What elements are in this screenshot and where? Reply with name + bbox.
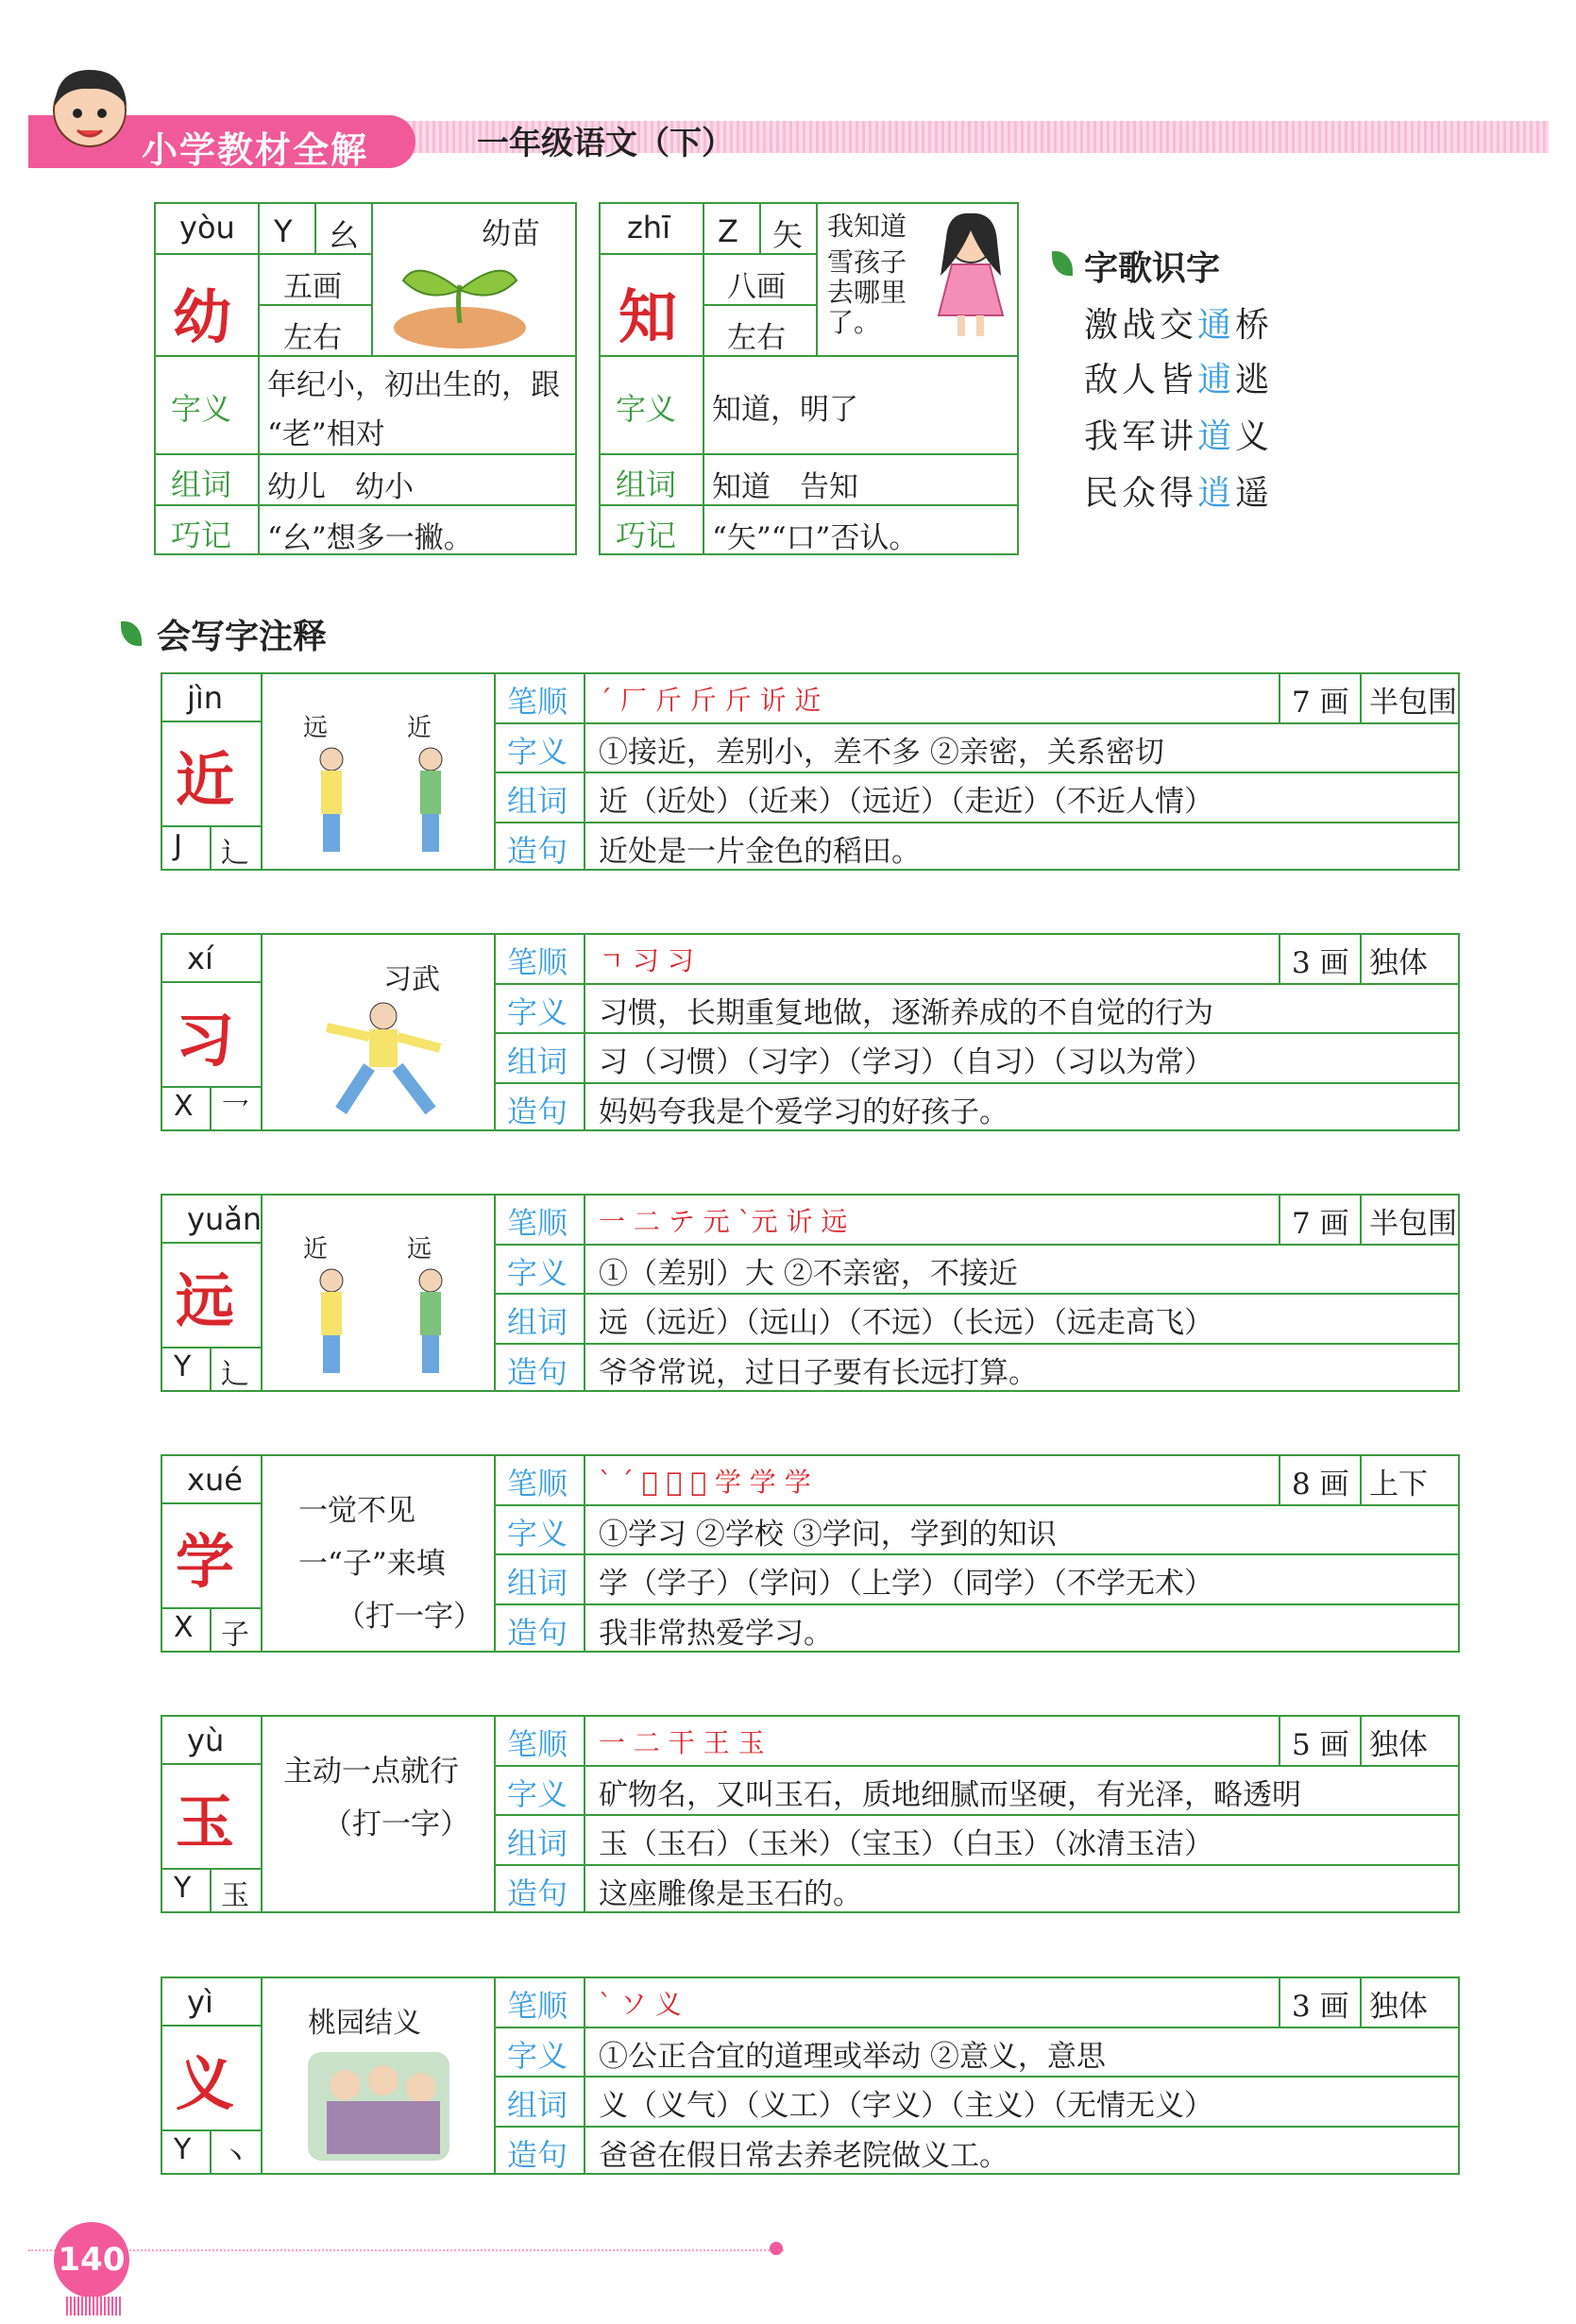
divider: [161, 1242, 261, 1244]
divider: [1279, 933, 1280, 983]
meaning: 习惯，长期重复地做，逐渐养成的不自觉的行为: [599, 995, 1213, 1030]
stroke-order: ˋ ˊ ﾞ ﾞ ﾞ 学 学 学: [599, 1467, 811, 1498]
divider: [1279, 1976, 1280, 2027]
words-label: 组词: [507, 1565, 568, 1601]
two-boys-icon: [289, 738, 478, 861]
index-letter: Y: [174, 2133, 192, 2166]
index-letter: J: [174, 829, 182, 862]
hanzi: 习: [176, 1006, 235, 1075]
words-label: 组词: [616, 466, 677, 502]
sentence: 妈妈夸我是个爱学习的好孩子。: [599, 1094, 1008, 1129]
picture-caption-4: 了。: [827, 307, 881, 338]
radical: 辶: [221, 837, 249, 870]
stroke-count: 五画: [283, 270, 342, 304]
radical: 玉: [221, 1879, 249, 1912]
structure: 半包围: [1369, 686, 1457, 720]
divider: [161, 2025, 261, 2027]
leaf-icon: [121, 621, 142, 646]
divider: [161, 825, 261, 827]
divider: [1360, 1194, 1362, 1244]
pinyin: yù: [187, 1722, 225, 1758]
footer-line: [28, 2249, 784, 2251]
radical: 辶: [221, 1358, 249, 1391]
sentence-label: 造句: [507, 832, 568, 869]
divider: [261, 1715, 263, 1913]
hanzi: 近: [176, 745, 235, 814]
divider: [1279, 1454, 1280, 1504]
divider: [494, 1765, 1460, 1767]
sentence: 爷爷常说，过日子要有长远打算。: [599, 1355, 1038, 1390]
divider: [210, 1607, 212, 1654]
sentence: 爸爸在假日常去养老院做义工。: [599, 2138, 1008, 2173]
divider: [494, 822, 1460, 823]
meaning: ①（差别）大 ②不亲密，不接近: [599, 1256, 1018, 1291]
song-title: 字歌识字: [1084, 249, 1221, 288]
divider: [494, 2076, 1460, 2078]
footer-barcode: [66, 2297, 121, 2316]
divider: [494, 2126, 1460, 2128]
structure: 上下: [1369, 1467, 1428, 1501]
divider: [494, 722, 1460, 724]
picture-caption-2: 近: [407, 714, 432, 742]
divider: [494, 1814, 1460, 1816]
boy-mascot-icon: [38, 59, 142, 162]
words: 幼儿 幼小: [267, 470, 414, 504]
stroke-order: 一 二 干 王 玉: [599, 1727, 765, 1758]
footer-dot: [770, 2242, 783, 2255]
divider: [494, 1553, 1460, 1555]
words-label: 组词: [507, 783, 568, 819]
radical: 幺: [329, 217, 360, 253]
divider: [161, 1347, 261, 1349]
kungfu-boy-icon: [289, 999, 478, 1122]
picture-caption-2: 远: [407, 1235, 432, 1264]
index-letter: X: [174, 1090, 194, 1123]
divider: [1360, 1454, 1362, 1504]
divider: [161, 2129, 261, 2131]
divider: [1360, 933, 1362, 983]
divider: [210, 825, 212, 872]
sentence: 我非常热爱学习。: [599, 1616, 833, 1651]
index-letter: Y: [274, 213, 293, 249]
meaning-label: 字义: [507, 1515, 568, 1552]
radical: 矢: [772, 217, 804, 253]
picture-caption-1: 近: [303, 1235, 329, 1264]
meaning-line-1: 年纪小，初出生的，跟: [267, 368, 560, 402]
song-line-4: 民众得逍遥: [1084, 474, 1274, 513]
tip-label: 巧记: [616, 517, 677, 553]
stroke-order: ㄱ 习 习: [599, 945, 694, 976]
divider: [494, 1343, 1460, 1345]
divider: [1279, 1194, 1280, 1244]
words-label: 组词: [507, 1043, 568, 1079]
structure: 独体: [1369, 946, 1428, 980]
order-label: 笔顺: [507, 1466, 568, 1501]
index-letter: X: [174, 1611, 194, 1644]
divider: [261, 672, 263, 871]
sentence: 这座雕像是玉石的。: [599, 1876, 862, 1911]
pinyin: xí: [187, 941, 213, 976]
picture-caption-3: 去哪里: [827, 277, 907, 308]
structure: 左右: [727, 321, 786, 355]
order-label: 笔顺: [507, 1726, 568, 1762]
divider: [494, 1082, 1460, 1084]
series-title: 小学教材全解: [142, 129, 369, 171]
meaning: ①接近，差别小，差不多 ②亲密，关系密切: [599, 735, 1164, 770]
divider: [494, 1032, 1460, 1034]
girl-icon: [925, 210, 1015, 347]
tip: “矢”“口”否认。: [712, 521, 919, 555]
divider: [494, 1504, 1460, 1506]
pinyin: yì: [187, 1984, 213, 2020]
meaning-label: 字义: [507, 1775, 568, 1812]
words: 玉（玉石）（玉米）（宝玉）（白玉）（冰清玉洁）: [599, 1827, 1213, 1861]
stroke-count: 8 画: [1292, 1467, 1349, 1501]
radical: 乛: [221, 1097, 249, 1130]
meaning-label: 字义: [507, 1254, 568, 1291]
picture-caption-1: 我知道: [827, 211, 907, 242]
sentence-label: 造句: [507, 1353, 568, 1390]
words: 近（近处）（近来）（远近）（走近）（不近人情）: [599, 785, 1213, 819]
meaning: 矿物名，又叫玉石，质地细腻而坚硬，有光泽，略透明: [599, 1777, 1301, 1812]
hanzi: 玉: [176, 1788, 235, 1857]
structure: 独体: [1369, 1728, 1428, 1762]
divider: [261, 933, 263, 1131]
divider: [494, 772, 1460, 773]
stroke-order: ˋ ソ 义: [599, 1989, 682, 2020]
stroke-order: 一 二 テ 元 ˋ元 䜣 远: [599, 1206, 848, 1237]
sentence-label: 造句: [507, 2136, 568, 2173]
divider: [494, 1864, 1460, 1866]
words: 义（义气）（义工）（字义）（主义）（无情无义）: [599, 2089, 1213, 2123]
divider: [161, 1502, 261, 1504]
structure: 独体: [1369, 1990, 1428, 2024]
pinyin: zhī: [627, 210, 670, 246]
meaning: 知道，明了: [712, 393, 858, 427]
divider: [261, 1976, 263, 2175]
meaning: ①公正合宜的道理或举动 ②意义，意思: [599, 2039, 1106, 2074]
leaf-icon: [1052, 251, 1073, 276]
picture-caption: 习武: [383, 963, 440, 996]
hanzi: 幼: [173, 282, 232, 351]
divider: [494, 983, 1460, 985]
radical: 子: [221, 1619, 249, 1652]
pinyin: yòu: [179, 210, 235, 246]
structure: 半包围: [1369, 1207, 1457, 1241]
index-letter: Y: [174, 1350, 192, 1383]
picture-caption: 幼苗: [482, 217, 540, 251]
structure: 左右: [283, 321, 342, 355]
divider: [161, 1086, 261, 1088]
seedling-icon: [389, 247, 531, 351]
order-label: 笔顺: [507, 684, 568, 720]
meaning-label: 字义: [171, 391, 232, 427]
divider: [210, 1868, 212, 1914]
divider: [1360, 1715, 1362, 1765]
divider: [261, 1454, 263, 1653]
peach-garden-oath-icon: [289, 2043, 478, 2165]
picture-caption: 桃园结义: [308, 2007, 421, 2040]
hanzi: 知: [619, 282, 678, 351]
divider: [1279, 1715, 1280, 1765]
words-label: 组词: [507, 1304, 568, 1340]
stroke-count: 八画: [727, 270, 786, 304]
divider: [1360, 672, 1362, 722]
meaning: ①学习 ②学校 ③学问，学到的知识: [599, 1517, 1057, 1552]
two-boys-icon: [289, 1260, 478, 1383]
pinyin: xué: [187, 1462, 243, 1498]
index-letter: Y: [174, 1872, 192, 1905]
divider: [161, 721, 261, 722]
riddle-line-1: 主动一点就行: [283, 1755, 459, 1789]
song-line-2: 敌人皆逋逃: [1084, 361, 1274, 399]
stroke-order: ˊ 厂 斤 斤 斤 䜣 近: [599, 685, 822, 716]
song-line-3: 我军讲道义: [1084, 417, 1274, 456]
divider: [161, 981, 261, 983]
hanzi: 学: [176, 1527, 235, 1596]
stroke-count: 3 画: [1292, 946, 1349, 980]
words: 远（远近）（远山）（不远）（长远）（远走高飞）: [599, 1306, 1213, 1340]
picture-caption-2: 雪孩子: [827, 246, 907, 278]
stroke-count: 7 画: [1292, 686, 1349, 720]
stroke-count: 7 画: [1292, 1207, 1349, 1241]
song-line-1: 激战交通桥: [1084, 306, 1274, 345]
divider: [161, 1607, 261, 1609]
words-label: 组词: [507, 2087, 568, 2123]
page-number: 140: [54, 2222, 129, 2298]
sentence-label: 造句: [507, 1093, 568, 1129]
hanzi: 义: [176, 2049, 235, 2118]
divider: [210, 1347, 212, 1393]
meaning-label: 字义: [507, 733, 568, 770]
riddle-line-2: （打一字）: [323, 1807, 469, 1841]
words: 学（学子）（学问）（上学）（同学）（不学无术）: [599, 1567, 1213, 1601]
words: 知道 告知: [712, 470, 858, 504]
divider: [494, 1244, 1460, 1246]
divider: [494, 2027, 1460, 2028]
divider: [161, 1763, 261, 1765]
riddle-line-2: 一“子”来填: [298, 1547, 446, 1581]
picture-caption-1: 远: [303, 714, 329, 742]
divider: [161, 1868, 261, 1870]
book-title: 一年级语文（下）: [477, 125, 734, 162]
order-label: 笔顺: [507, 1988, 568, 2024]
words-label: 组词: [507, 1825, 568, 1861]
sentence: 近处是一片金色的稻田。: [599, 834, 921, 869]
tip: “幺”想多一撇。: [267, 521, 473, 555]
hanzi: 远: [176, 1266, 235, 1335]
divider: [210, 2129, 212, 2176]
meaning-label: 字义: [507, 2037, 568, 2074]
stroke-count: 5 画: [1292, 1728, 1349, 1762]
write-section-title: 会写字注释: [157, 618, 328, 656]
stroke-count: 3 画: [1292, 1990, 1349, 2024]
radical: 丶: [221, 2141, 249, 2174]
divider: [1279, 672, 1280, 722]
sentence-label: 造句: [507, 1874, 568, 1911]
divider: [210, 1086, 212, 1132]
tip-label: 巧记: [171, 517, 232, 553]
divider: [1360, 1976, 1362, 2027]
riddle-line-1: 一觉不见: [298, 1494, 415, 1528]
order-label: 笔顺: [507, 1205, 568, 1241]
words: 习（习惯）（习字）（学习）（自习）（习以为常）: [599, 1045, 1213, 1079]
divider: [494, 1603, 1460, 1605]
pinyin: jìn: [187, 680, 224, 716]
riddle-line-3: （打一字）: [336, 1600, 483, 1634]
divider: [494, 1293, 1460, 1295]
sentence-label: 造句: [507, 1614, 568, 1651]
meaning-label: 字义: [507, 993, 568, 1030]
pinyin: yuǎn: [187, 1201, 263, 1237]
index-letter: Z: [718, 213, 738, 249]
meaning-label: 字义: [616, 391, 677, 427]
meaning-line-2: “老”相对: [267, 417, 385, 451]
order-label: 笔顺: [507, 944, 568, 980]
words-label: 组词: [171, 466, 232, 502]
